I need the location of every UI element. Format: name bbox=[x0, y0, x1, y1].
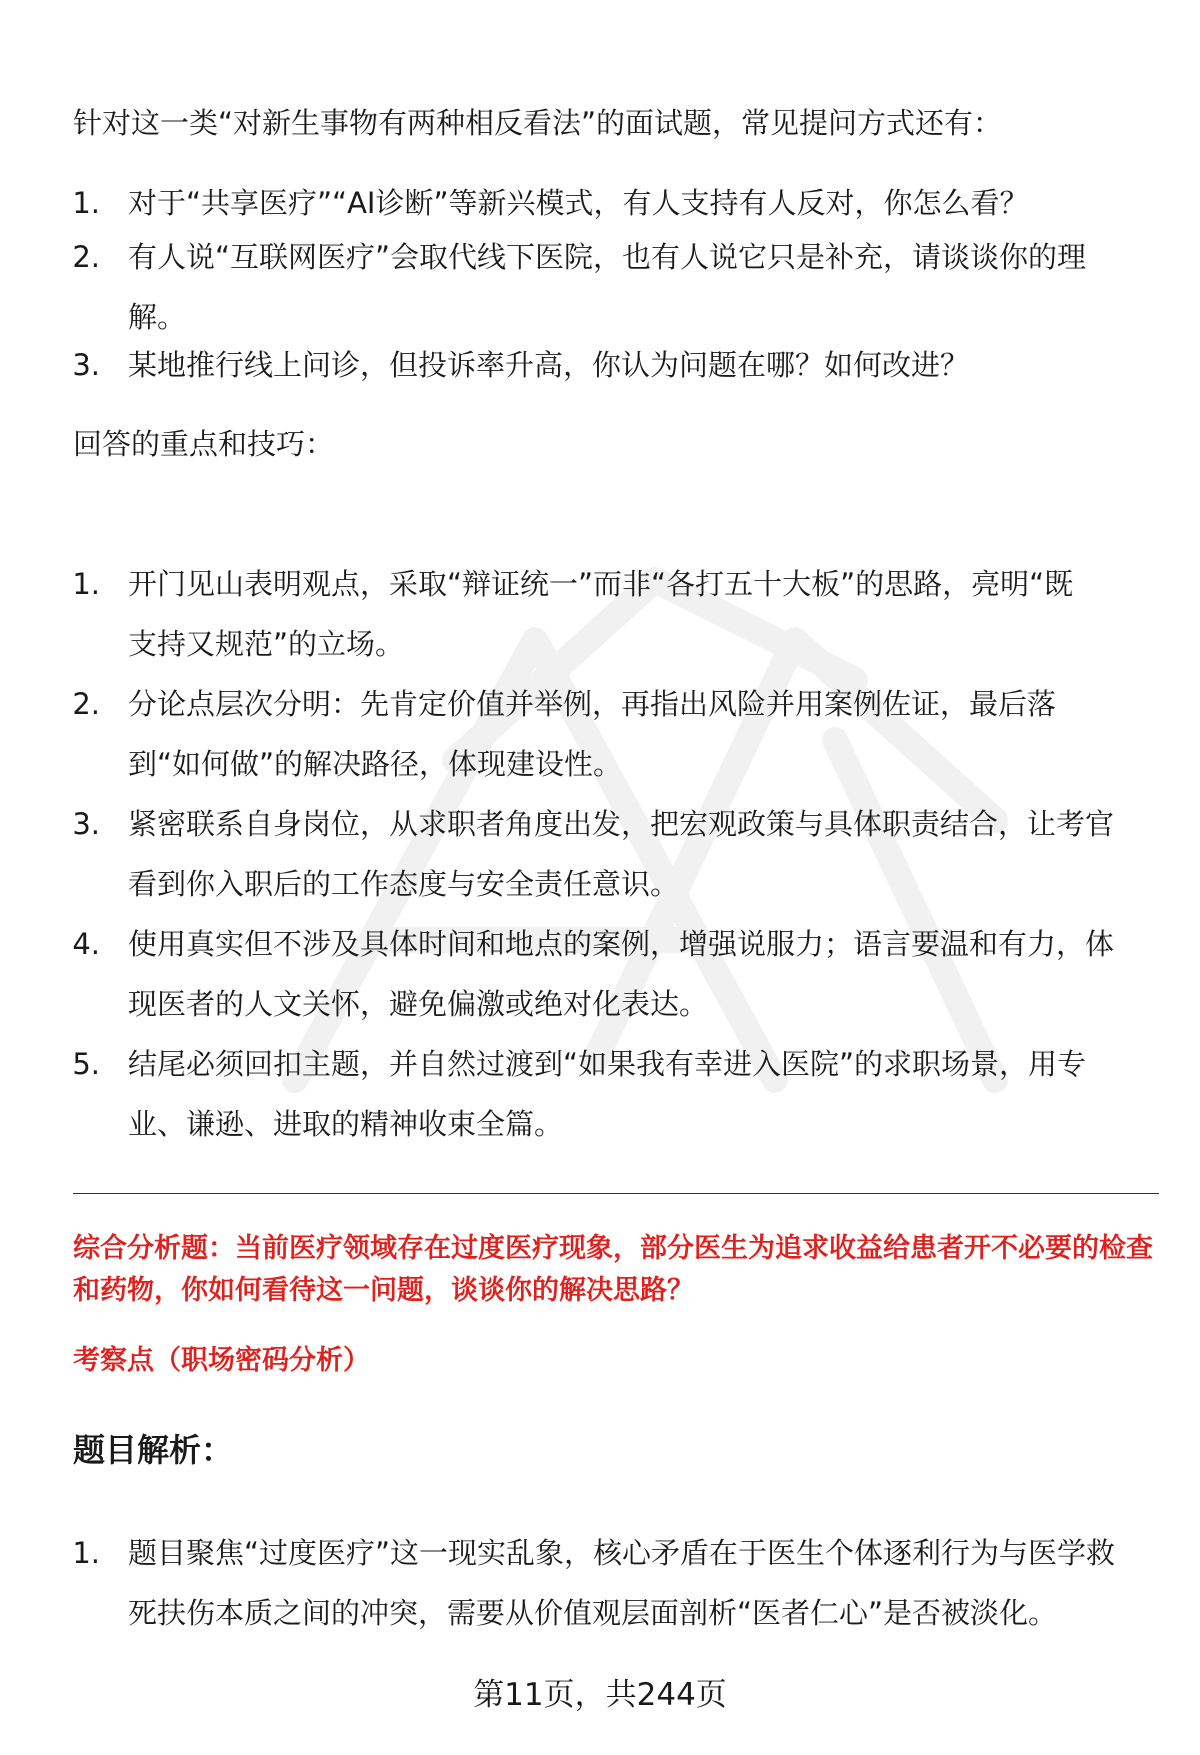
analysis-heading: 题目解析： bbox=[73, 1431, 234, 1469]
list-item: 分论点层次分明：先肯定价值并举例，再指出风险并用案例佐证，最后落到“如何做”的解决路径，体现建设性。 bbox=[128, 687, 1057, 781]
list-number: 1. bbox=[72, 1536, 100, 1570]
page-footer: 第11页，共244页 bbox=[473, 1677, 727, 1713]
list-number: 4. bbox=[72, 927, 100, 961]
list-item: 开门见山表明观点，采取“辩证统一”而非“各打五十大板”的思路，亮明“既支持又规范”的立场。 bbox=[128, 567, 1074, 661]
section-divider bbox=[73, 1193, 1159, 1194]
list-number: 3. bbox=[72, 807, 100, 841]
list-number: 2. bbox=[72, 240, 100, 274]
list-number: 1. bbox=[72, 567, 100, 601]
list-number: 2. bbox=[72, 687, 100, 721]
list-number: 5. bbox=[72, 1047, 100, 1081]
list-item: 结尾必须回扣主题，并自然过渡到“如果我有幸进入医院”的求职场景，用专业、谦逊、进取的精神收束全篇。 bbox=[128, 1047, 1087, 1141]
list-item: 题目聚焦“过度医疗”这一现实乱象，核心矛盾在于医生个体逐利行为与医学救死扶伤本质之间的冲突，需要从价值观层面剖析“医者仁心”是否被淡化。 bbox=[128, 1536, 1116, 1630]
list-number: 1. bbox=[72, 186, 100, 220]
list-number: 3. bbox=[72, 348, 100, 382]
focus-label: 考察点（职场密码分析） bbox=[73, 1345, 370, 1376]
list-item: 对于“共享医疗”“AI诊断”等新兴模式，有人支持有人反对，你怎么看？ bbox=[128, 186, 1029, 220]
list-item: 有人说“互联网医疗”会取代线下医院，也有人说它只是补充，请谈谈你的理解。 bbox=[128, 240, 1087, 334]
list-item: 紧密联系自身岗位，从求职者角度出发，把宏观政策与具体职责结合，让考官看到你入职后的工作态度与安全责任意识。 bbox=[128, 807, 1115, 901]
intro-text: 针对这一类“对新生事物有两种相反看法”的面试题，常见提问方式还有： bbox=[73, 106, 1003, 140]
question-title: 综合分析题：当前医疗领域存在过度医疗现象，部分医生为追求收益给患者开不必要的检查和药物，你如何看待这一问题，谈谈你的解决思路？ bbox=[73, 1233, 1153, 1306]
list-item: 使用真实但不涉及具体时间和地点的案例，增强说服力；语言要温和有力，体现医者的人文关怀，避免偏激或绝对化表达。 bbox=[128, 927, 1115, 1021]
tips-heading: 回答的重点和技巧： bbox=[73, 427, 335, 461]
list-item: 某地推行线上问诊，但投诉率升高，你认为问题在哪？如何改进？ bbox=[128, 348, 970, 382]
